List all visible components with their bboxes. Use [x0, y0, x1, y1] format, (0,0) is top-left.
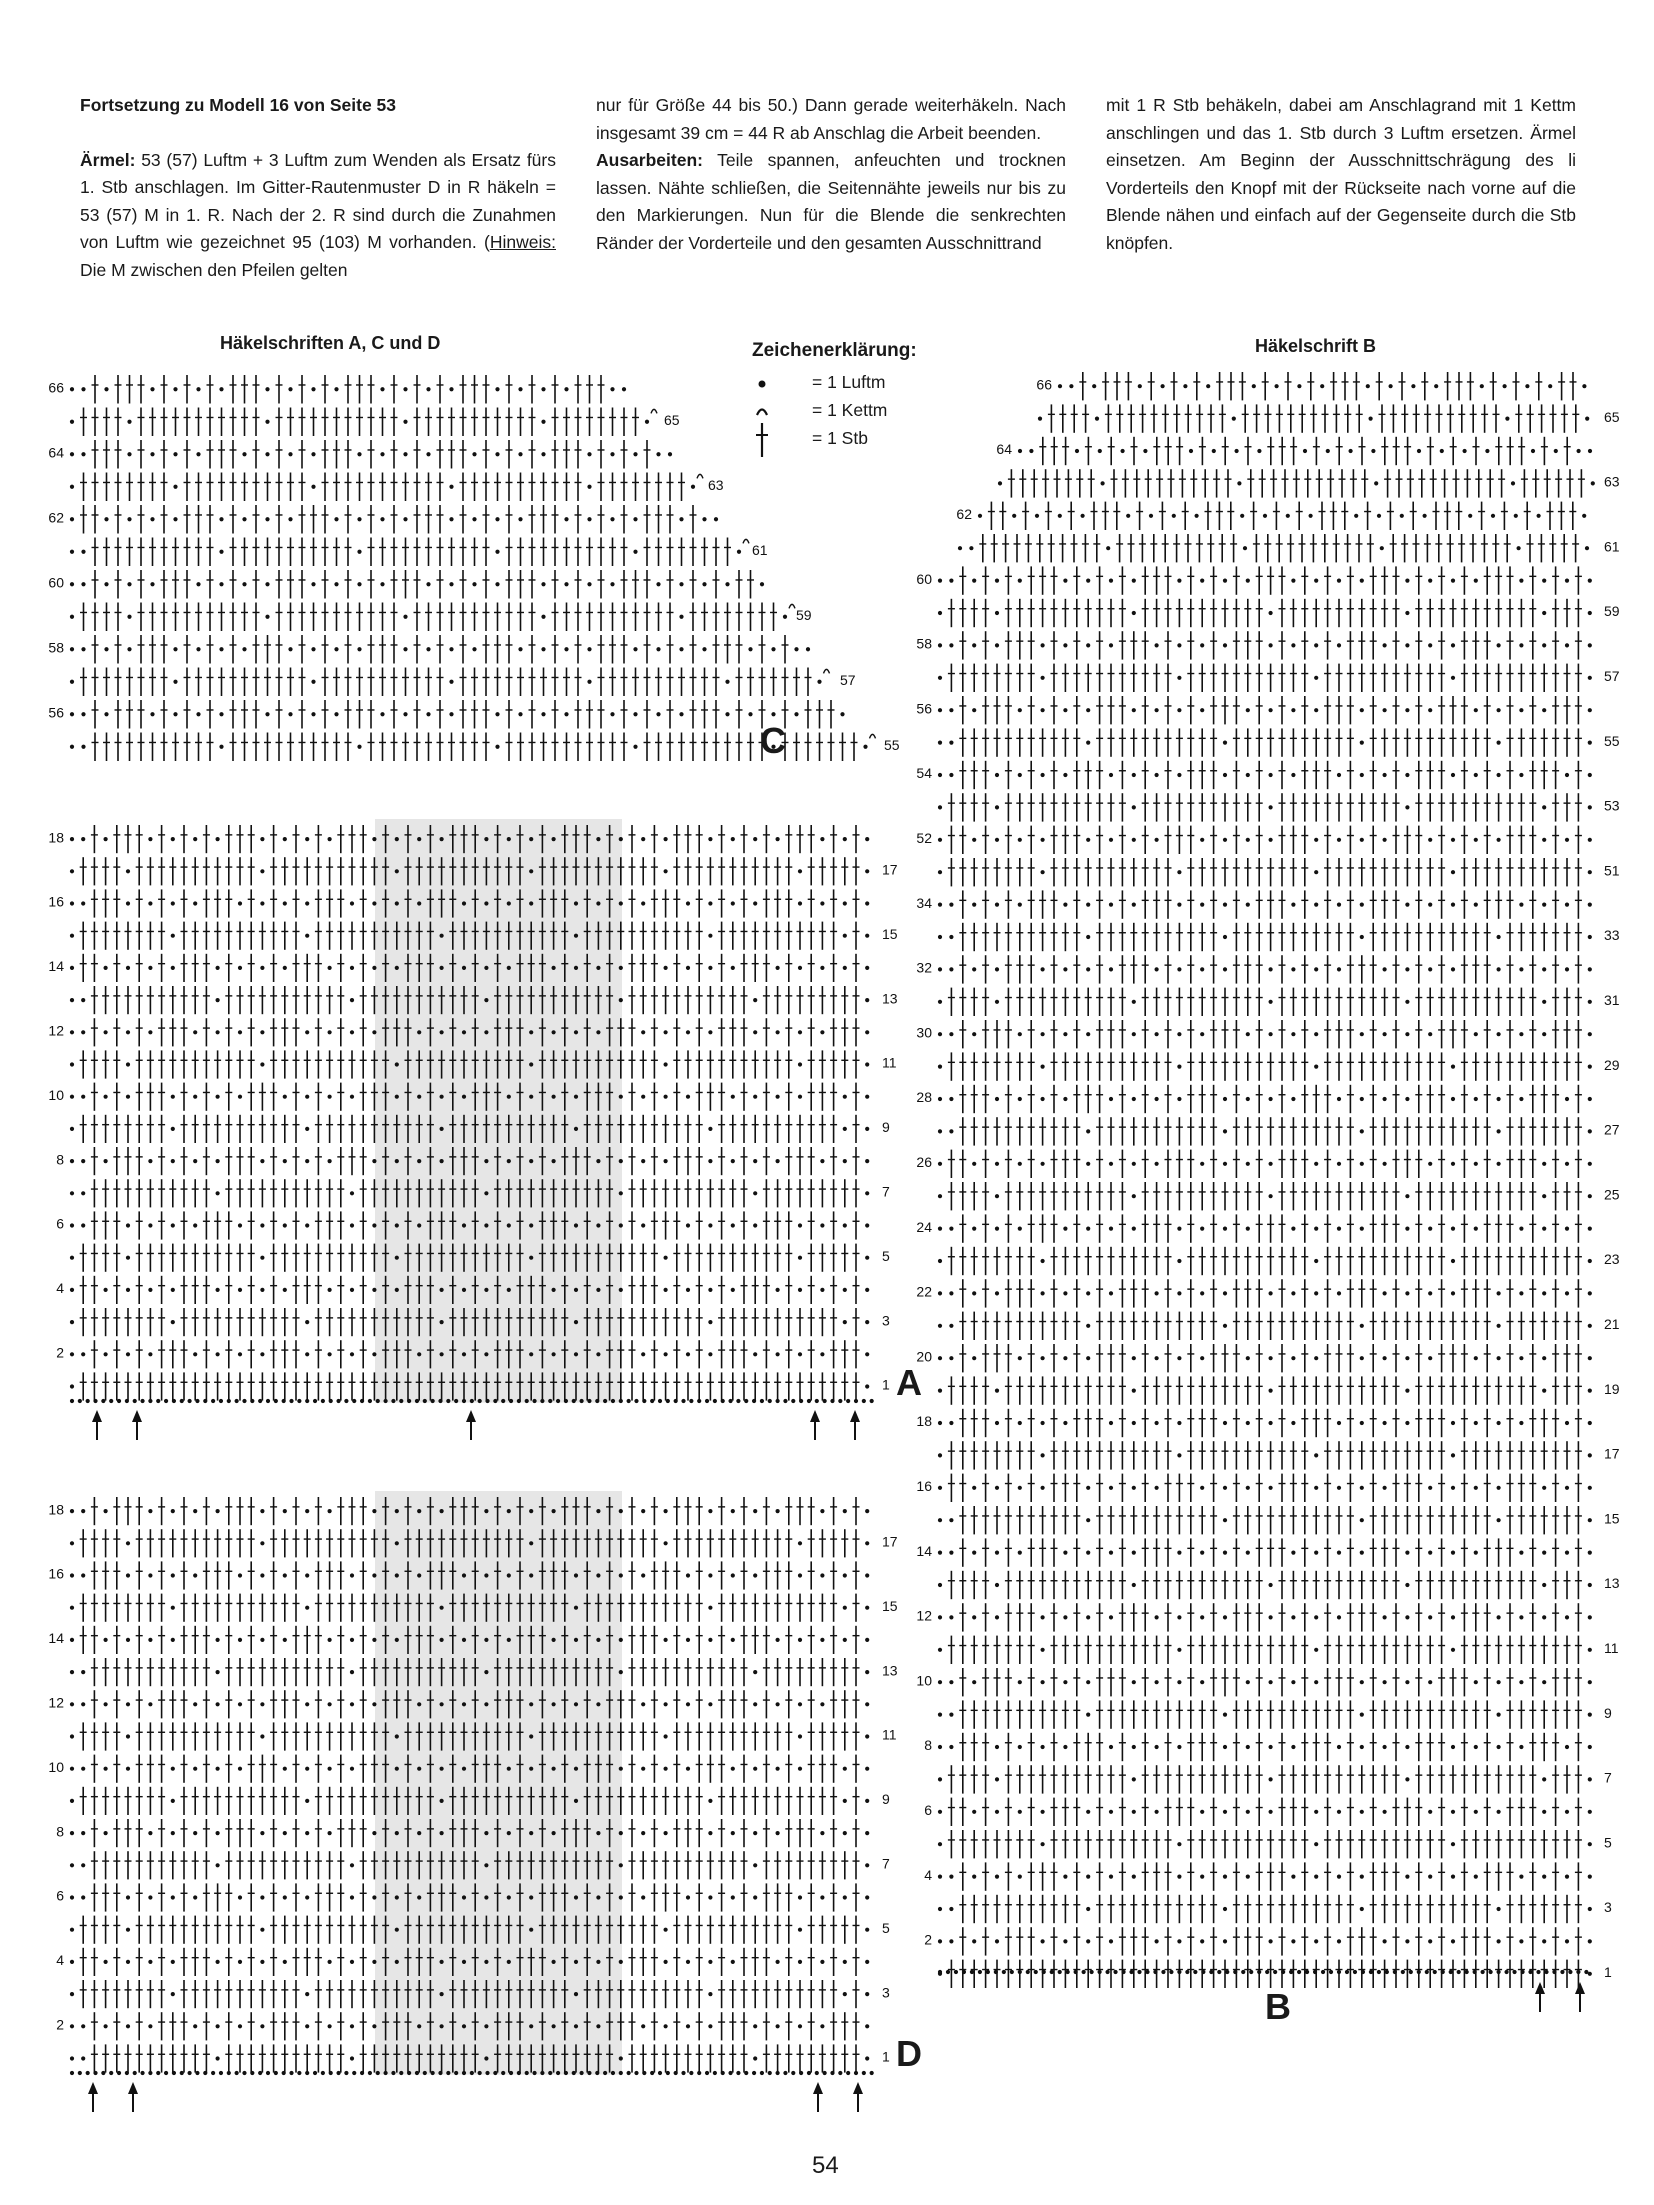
- chart-c-row-label: 64: [48, 444, 64, 461]
- chart-b-row-label: 61: [1604, 538, 1620, 555]
- chart-b-row-label: 16: [916, 1478, 932, 1495]
- chart-b-row-label: 51: [1604, 862, 1620, 879]
- arrow-icon: [92, 1410, 102, 1422]
- chart-b-row-label: 24: [916, 1218, 932, 1235]
- chart-c-row-label: 63: [708, 477, 724, 493]
- chart-b-row-label: 12: [916, 1607, 932, 1624]
- chart-d-row-label: 10: [48, 1758, 64, 1775]
- col2-para-1: nur für Größe 44 bis 50.) Dann gerade weiterhäkeln. Nach insgesamt 39 cm = 44 R ab Anschlag die Arbeit beenden.: [596, 95, 1066, 143]
- arrow-icon: [88, 2082, 98, 2094]
- finishing-lead: Ausarbeiten:: [596, 150, 703, 170]
- chart-b-row-label: 8: [924, 1737, 932, 1754]
- chart-b-row-label: 52: [916, 830, 932, 847]
- legend-label-chain: = 1 Luftm: [812, 371, 886, 392]
- chart-b-row-label: 60: [916, 570, 932, 587]
- chart-b-row-label: 65: [1604, 408, 1620, 425]
- arrow-icon: [853, 2082, 863, 2094]
- chart-d-row-label: 5: [882, 1919, 890, 1936]
- chart-c-row-label: 55: [884, 737, 900, 753]
- chart-b-row-label: 7: [1604, 1769, 1612, 1786]
- chart-b-row-label: 30: [916, 1024, 932, 1041]
- chart-a-row-label: 17: [882, 861, 898, 878]
- chart-b-row-label: 32: [916, 959, 932, 976]
- chart-d-row-label: 7: [882, 1855, 890, 1872]
- chart-a-row-label: 7: [882, 1183, 890, 1200]
- chart-b-row-label: 63: [1604, 473, 1620, 490]
- chart-b-row-label: 53: [1604, 797, 1620, 814]
- chart-b-row-label: 31: [1604, 992, 1620, 1009]
- chart-b-row-label: 62: [956, 506, 972, 523]
- chart-d-row-label: 9: [882, 1791, 890, 1808]
- chart-c-row-label: 61: [752, 542, 768, 558]
- chart-a-row-label: 5: [882, 1247, 890, 1264]
- chart-b-row-label: 55: [1604, 732, 1620, 749]
- chart-b-row-label: 22: [916, 1283, 932, 1300]
- chart-a-row-label: 1: [882, 1376, 890, 1393]
- chart-b-row-label: 25: [1604, 1186, 1620, 1203]
- legend-title: Zeichenerklärung:: [752, 340, 917, 361]
- chart-c-row-label: 57: [840, 672, 856, 688]
- finishing-body: Teile spannen, anfeuchten und trocknen lassen. Nähte schließen, die Seitennähte jeweils nur bis zu den Markierungen. Nun für die Blende die senkrechten Ränder der Vorderteile und den gesamten Ausschnittrand: [596, 150, 1066, 253]
- chart-b-row-label: 21: [1604, 1316, 1620, 1333]
- chart-b-row-label: 17: [1604, 1445, 1620, 1462]
- chart-b-row-label: 20: [916, 1348, 932, 1365]
- chart-letter-d: D: [896, 2033, 922, 2074]
- chart-b-row-label: 13: [1604, 1575, 1620, 1592]
- chart-a-row-label: 12: [48, 1022, 64, 1039]
- chart-b-row-label: 14: [916, 1542, 932, 1559]
- chart-title-acd: Häkelschriften A, C und D: [220, 333, 441, 353]
- page-number: 54: [812, 2152, 839, 2179]
- chart-c-row-label: 60: [48, 574, 64, 591]
- chart-a-row-label: 16: [48, 893, 64, 910]
- chart-d: [48, 1491, 897, 2112]
- chart-a-row-label: 8: [56, 1151, 64, 1168]
- sleeve-lead: Ärmel:: [80, 149, 136, 170]
- sleeve-body: 53 (57) Luftm + 3 Luftm zum Wenden als Ersatz fürs 1. Stb anschlagen. Im Gitter-Rautenmuster D in R häkeln = 53 (57) M in 1. R. Nach der 2. R sind durch die Zunahmen von Luftm wie gezeichnet 95 (103) M vorhanden. (: [80, 149, 556, 252]
- chart-a-row-label: 15: [882, 925, 898, 942]
- chart-b-row-label: 56: [916, 700, 932, 717]
- chart-letter-c: C: [760, 720, 786, 761]
- chart-c-row-label: 62: [48, 509, 64, 526]
- chart-b-row-label: 34: [916, 894, 932, 911]
- chart-a-row-label: 6: [56, 1215, 64, 1232]
- chart-b-row-label: 6: [924, 1802, 932, 1819]
- chart-b-row-label: 2: [924, 1931, 932, 1948]
- chart-d-row-label: 1: [882, 2048, 890, 2065]
- chart-a: [48, 819, 897, 1440]
- chart-d-row-label: 12: [48, 1694, 64, 1711]
- chart-b-row-label: 9: [1604, 1704, 1612, 1721]
- chart-b-row-label: 27: [1604, 1121, 1620, 1138]
- chart-a-row-label: 18: [48, 829, 64, 846]
- arrow-icon: [466, 1410, 476, 1422]
- chart-b-row-label: 19: [1604, 1380, 1620, 1397]
- chart-b-row-label: 29: [1604, 1056, 1620, 1073]
- chart-b: [916, 372, 1619, 2012]
- chart-d-row-label: 3: [882, 1984, 890, 2001]
- chart-c-row-label: 56: [48, 704, 64, 721]
- chart-a-row-label: 2: [56, 1344, 64, 1361]
- legend-label-dc: = 1 Stb: [812, 427, 868, 448]
- arrow-icon: [850, 1410, 860, 1422]
- chart-c-row-label: 59: [796, 607, 812, 623]
- chart-b-row-label: 23: [1604, 1251, 1620, 1268]
- chart-b-row-label: 15: [1604, 1510, 1620, 1527]
- chart-letter-a: A: [896, 1362, 922, 1403]
- legend-label-slip: = 1 Kettm: [812, 399, 888, 420]
- chart-a-row-label: 11: [882, 1054, 897, 1071]
- chart-c-row-label: 66: [48, 379, 64, 396]
- chart-d-row-label: 18: [48, 1501, 64, 1518]
- chart-d-row-label: 17: [882, 1533, 898, 1550]
- chart-d-row-label: 14: [48, 1630, 64, 1647]
- chart-c: [48, 375, 899, 761]
- chart-a-row-label: 4: [56, 1280, 64, 1297]
- arrow-icon: [132, 1410, 142, 1422]
- chart-a-row-label: 14: [48, 958, 64, 975]
- chart-a-row-label: 9: [882, 1119, 890, 1136]
- chart-d-row-label: 11: [882, 1726, 897, 1743]
- chart-b-row-label: 28: [916, 1089, 932, 1106]
- continuation-heading: Fortsetzung zu Modell 16 von Seite 53: [80, 95, 397, 115]
- chart-c-row-label: 65: [664, 412, 680, 428]
- chart-d-row-label: 13: [882, 1662, 898, 1679]
- chart-b-row-label: 26: [916, 1154, 932, 1171]
- chart-b-row-label: 59: [1604, 603, 1620, 620]
- chart-c-row-label: 58: [48, 639, 64, 656]
- chart-b-row-label: 33: [1604, 927, 1620, 944]
- chart-d-row-label: 6: [56, 1887, 64, 1904]
- arrow-icon: [810, 1410, 820, 1422]
- arrow-icon: [128, 2082, 138, 2094]
- chart-b-row-label: 64: [996, 441, 1012, 458]
- chart-b-row-label: 1: [1604, 1964, 1612, 1981]
- arrow-icon: [813, 2082, 823, 2094]
- chart-a-row-label: 10: [48, 1086, 64, 1103]
- chart-b-row-label: 57: [1604, 668, 1620, 685]
- chart-b-row-label: 58: [916, 635, 932, 652]
- chart-d-row-label: 15: [882, 1597, 898, 1614]
- chart-d-row-label: 16: [48, 1565, 64, 1582]
- chart-d-row-label: 8: [56, 1823, 64, 1840]
- chart-b-row-label: 5: [1604, 1834, 1612, 1851]
- chart-title-b: Häkelschrift B: [1255, 336, 1377, 356]
- chart-b-row-label: 4: [924, 1866, 932, 1883]
- chart-b-row-label: 3: [1604, 1899, 1612, 1916]
- col3-para: mit 1 R Stb behäkeln, dabei am Anschlagrand mit 1 Kettm anschlingen und das 1. Stb durch 3 Luftm ersetzen. Ärmel einsetzen. Am Beginn der Ausschnittschrägung des li Vorderteils den Knopf mit der Rückseite nach vorne auf die Blende nähen und einfach auf der Gegenseite durch die Stb knöpfen.: [1106, 95, 1576, 253]
- chart-d-row-label: 2: [56, 2016, 64, 2033]
- arrow-icon: [1575, 1982, 1585, 1994]
- chart-letter-b: B: [1265, 1986, 1291, 2027]
- chart-b-row-label: 10: [916, 1672, 932, 1689]
- chart-d-row-label: 4: [56, 1952, 64, 1969]
- hint-label: Hinweis:: [489, 232, 556, 252]
- chart-a-row-label: 13: [882, 990, 898, 1007]
- chart-b-row-label: 18: [916, 1413, 932, 1430]
- chart-b-row-label: 11: [1604, 1640, 1619, 1657]
- chart-b-row-label: 66: [1036, 376, 1052, 393]
- sleeve-tail: Die M zwischen den Pfeilen gelten: [80, 259, 348, 280]
- chart-a-row-label: 3: [882, 1312, 890, 1329]
- chart-b-row-label: 54: [916, 765, 932, 782]
